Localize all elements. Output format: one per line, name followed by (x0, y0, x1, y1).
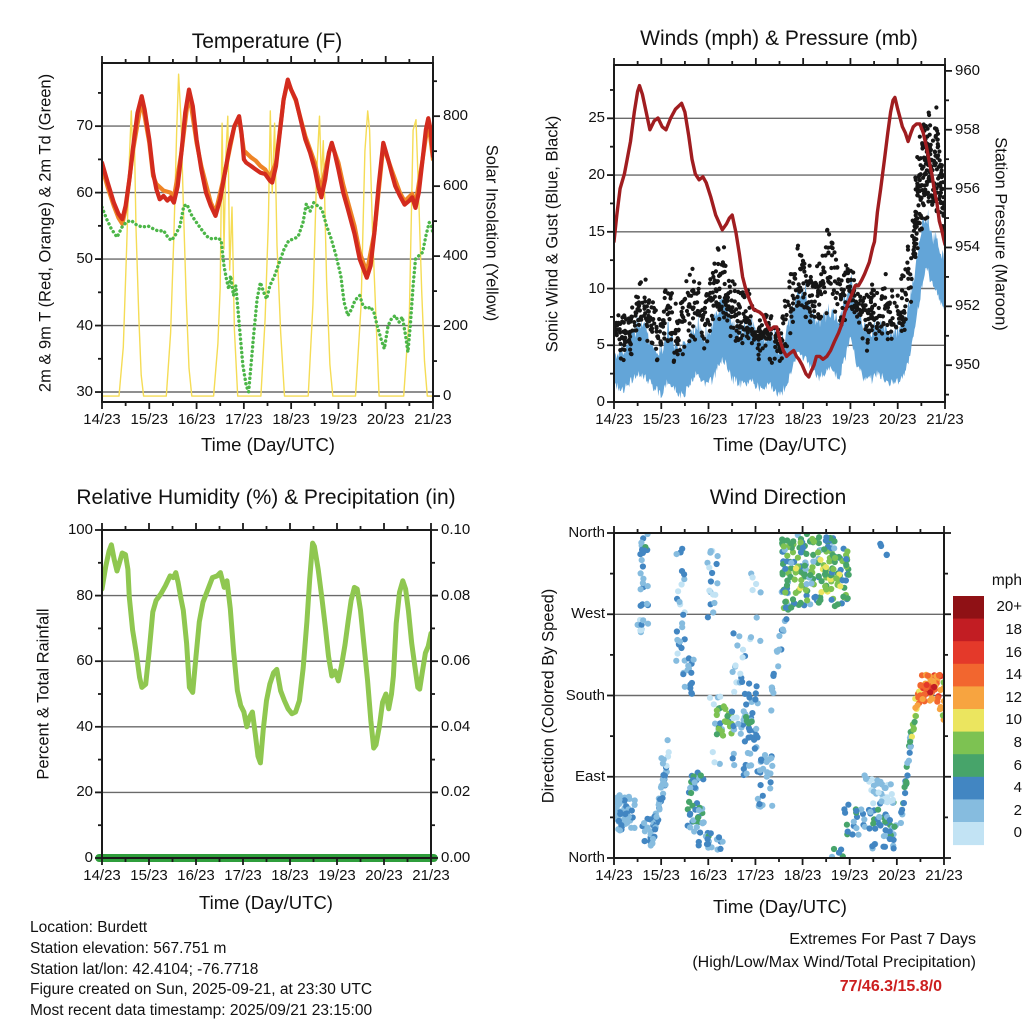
y-tick-label: North (568, 524, 605, 541)
humidity-x-axis-title: Time (Day/UTC) (199, 892, 333, 913)
x-tick-label: 15/23 (642, 411, 681, 428)
y-tick-label: 5 (596, 336, 605, 354)
percent-rainfall-axis-title: Percent & Total Rainfall (34, 608, 53, 780)
y-tick-label: West (571, 605, 605, 623)
wind-direction-chart (607, 526, 951, 865)
legend-swatch (953, 641, 984, 664)
legend-swatch (953, 822, 984, 845)
y-tick-label: 15 (588, 222, 605, 240)
y-tick-label: 60 (76, 652, 93, 670)
y-tick-label: 952 (955, 297, 981, 315)
station-latlon: Station lat/lon: 42.4104; -76.7718 (30, 960, 259, 978)
x-tick-label: 16/23 (689, 867, 728, 884)
figure-created-timestamp: Figure created on Sun, 2025-09-21, at 23:30 UTC (30, 981, 373, 999)
legend-swatch (953, 596, 984, 619)
y-tick-label: 0.02 (441, 783, 471, 801)
legend-swatch (953, 754, 984, 777)
legend-label: 14 (1005, 666, 1022, 684)
humidity-precip-chart (95, 523, 438, 865)
station-info-block (30, 918, 372, 1022)
extremes-values: 77/46.3/15.8/0 (839, 978, 942, 995)
x-tick-label: 18/23 (784, 411, 822, 428)
y-tick-label: 40 (76, 316, 93, 334)
y-tick-label: 10 (588, 279, 605, 297)
wind-gust-dots (612, 105, 947, 365)
station-location: Location: Burdett (30, 919, 148, 936)
y-tick-label: 960 (955, 61, 981, 79)
legend-label: 8 (1013, 733, 1022, 751)
y-tick-label: 0.04 (441, 717, 471, 735)
x-tick-label: 15/23 (642, 867, 680, 884)
x-tick-label: 21/23 (414, 411, 452, 428)
y-tick-label: 954 (955, 238, 981, 256)
temperature-x-axis-title: Time (Day/UTC) (201, 434, 335, 455)
sonic-wind-axis-title: Sonic Wind & Gust (Blue, Black) (543, 115, 562, 353)
x-tick-label: 17/23 (224, 867, 262, 884)
x-tick-label: 20/23 (878, 411, 917, 428)
x-tick-label: 18/23 (272, 411, 310, 428)
station-elevation: Station elevation: 567.751 m (30, 939, 227, 957)
y-tick-label: 400 (443, 247, 469, 265)
legend-swatch (953, 686, 984, 709)
y-tick-label: 25 (588, 109, 605, 127)
legend-label: 10 (1005, 711, 1022, 729)
x-tick-label: 21/23 (412, 867, 450, 884)
x-tick-label: 19/23 (319, 411, 358, 428)
x-tick-label: 19/23 (830, 867, 869, 884)
y-tick-label: 0 (443, 387, 452, 405)
winds-pressure-chart-title: Winds (mph) & Pressure (mb) (640, 27, 918, 50)
wind-direction-x-axis-title: Time (Day/UTC) (713, 896, 847, 917)
legend-swatch (953, 619, 984, 642)
winds-x-axis-title: Time (Day/UTC) (713, 434, 847, 455)
x-tick-label: 15/23 (130, 411, 169, 428)
y-tick-label: 0.08 (441, 586, 471, 604)
y-tick-label: East (574, 767, 605, 785)
x-tick-label: 20/23 (878, 867, 916, 884)
y-tick-label: South (565, 686, 605, 704)
winds-pressure-chart (607, 58, 952, 409)
temperature-chart (95, 56, 440, 409)
y-tick-label: 600 (443, 177, 469, 195)
y-tick-label: 100 (67, 521, 93, 538)
x-tick-label: 19/23 (831, 411, 870, 428)
legend-swatch (953, 709, 984, 732)
y-tick-label: 0 (84, 849, 93, 866)
legend-units-label: mph (991, 572, 1022, 589)
x-tick-label: 15/23 (130, 867, 168, 884)
y-tick-label: 958 (955, 120, 981, 138)
y-tick-label: 50 (76, 250, 93, 268)
y-tick-label: 0.00 (441, 849, 471, 866)
x-tick-label: 16/23 (177, 411, 216, 428)
x-tick-label: 17/23 (225, 411, 263, 428)
y-tick-label: 950 (955, 356, 981, 374)
y-tick-label: 0.10 (441, 521, 471, 538)
extremes-subtitle: (High/Low/Max Wind/Total Precipitation) (692, 954, 976, 971)
wind-direction-chart-title: Wind Direction (709, 486, 847, 509)
legend-swatch (953, 799, 984, 822)
speed-legend (953, 596, 984, 845)
x-tick-label: 14/23 (83, 867, 121, 884)
solar-insolation-axis-title: Solar Insolation (Yellow) (482, 144, 501, 322)
y-tick-label: 30 (76, 383, 93, 401)
legend-label: 2 (1013, 801, 1022, 819)
relative-humidity-series (102, 543, 431, 763)
y-tick-label: 956 (955, 179, 981, 197)
y-tick-label: 0 (596, 393, 605, 410)
legend-label: 6 (1013, 756, 1022, 774)
temperature-chart-title: Temperature (F) (191, 30, 343, 53)
x-tick-label: 21/23 (926, 411, 964, 428)
most-recent-data-timestamp: Most recent data timestamp: 2025/09/21 23:15:00 (30, 1002, 373, 1020)
extremes-title: Extremes For Past 7 Days (789, 931, 976, 948)
legend-swatch (953, 732, 984, 755)
x-tick-label: 14/23 (83, 411, 121, 428)
direction-axis-title: Direction (Colored By Speed) (539, 588, 558, 804)
y-tick-label: 20 (76, 783, 93, 801)
legend-swatch (953, 664, 984, 687)
y-tick-label: 20 (588, 166, 605, 184)
legend-label: 12 (1005, 688, 1022, 706)
legend-label: 18 (1005, 620, 1022, 638)
legend-label: 0 (1013, 824, 1022, 842)
y-tick-label: 800 (443, 107, 469, 125)
legend-swatch (953, 777, 984, 800)
legend-label: 4 (1013, 779, 1022, 797)
x-tick-label: 17/23 (736, 867, 775, 884)
x-tick-label: 16/23 (177, 867, 215, 884)
x-tick-label: 21/23 (925, 867, 963, 884)
y-tick-label: 70 (76, 117, 93, 135)
x-tick-label: 14/23 (595, 867, 633, 884)
legend-label: 20+ (996, 598, 1022, 616)
x-tick-label: 19/23 (318, 867, 356, 884)
legend-label: 16 (1005, 643, 1022, 661)
y-tick-label: 0.06 (441, 652, 471, 670)
station-pressure-axis-title: Station Pressure (Maroon) (991, 137, 1010, 331)
x-tick-label: 18/23 (271, 867, 309, 884)
x-tick-label: 18/23 (783, 867, 822, 884)
temperature-left-axis-title: 2m & 9m T (Red, Orange) & 2m Td (Green) (36, 73, 55, 393)
x-tick-label: 16/23 (689, 411, 728, 428)
x-tick-label: 20/23 (365, 867, 403, 884)
y-tick-label: 80 (76, 586, 93, 604)
x-tick-label: 14/23 (595, 411, 633, 428)
y-tick-label: 60 (76, 183, 93, 201)
x-tick-label: 20/23 (366, 411, 405, 428)
x-tick-label: 17/23 (737, 411, 775, 428)
y-tick-label: North (568, 849, 605, 866)
y-tick-label: 200 (443, 317, 469, 335)
y-tick-label: 40 (76, 717, 93, 735)
humidity-precip-chart-title: Relative Humidity (%) & Precipitation (in) (76, 486, 456, 509)
